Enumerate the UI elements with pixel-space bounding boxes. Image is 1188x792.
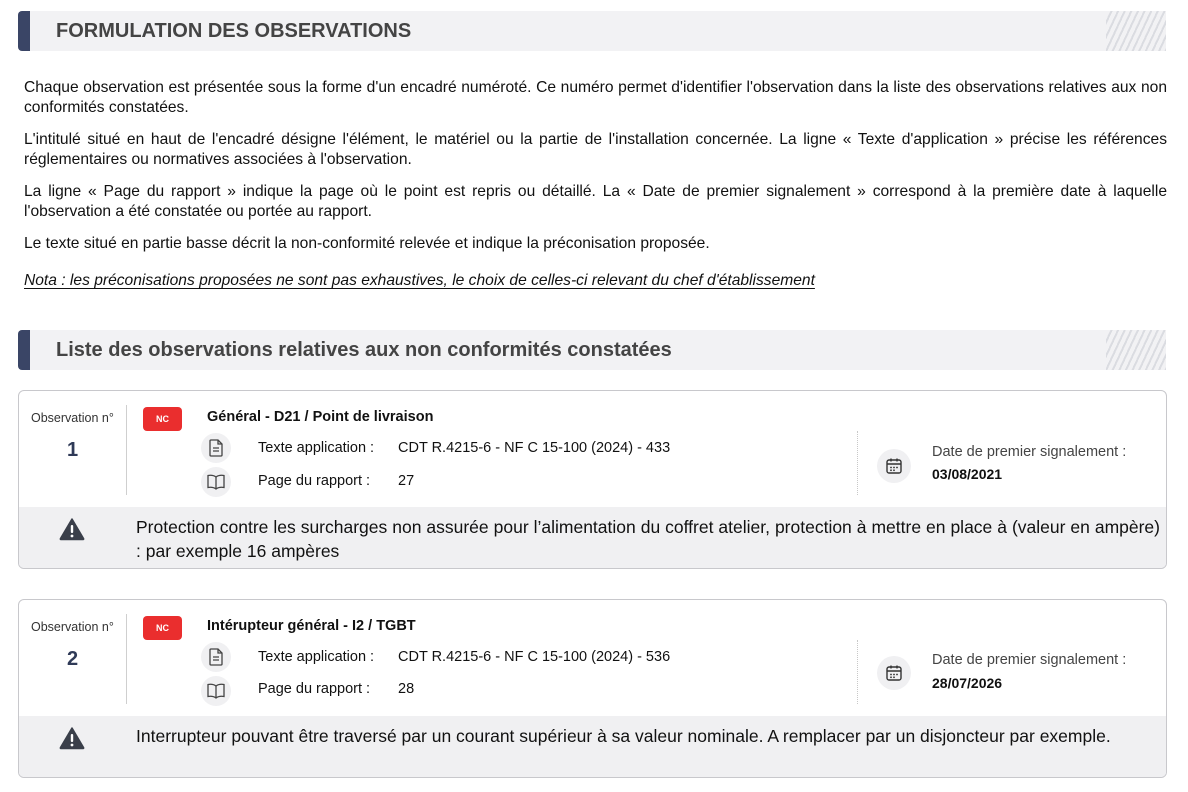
paragraph-3: La ligne « Page du rapport » indique la page où le point est repris ou détaillé. La « Date de premier signalement » correspond à la première date à laquelle l'observation a été constatée ou portée au rapport. [24, 183, 1167, 220]
section-title: Liste des observations relatives aux non conformités constatées [56, 339, 672, 361]
header-stripes [1106, 330, 1166, 370]
observation-number: 1 [66, 439, 79, 461]
texte-application-label: Texte application : [258, 440, 375, 456]
date-divider [857, 431, 858, 495]
warning-icon [59, 517, 85, 546]
calendar-icon [877, 656, 911, 690]
header-stripes [1106, 11, 1166, 51]
date-signalement-value: 03/08/2021 [932, 466, 1003, 482]
observation-number: 2 [66, 648, 79, 670]
calendar-icon [877, 449, 911, 483]
nc-badge: NC [143, 616, 182, 640]
warning-icon [59, 726, 85, 755]
date-signalement-label: Date de premier signalement : [932, 444, 1127, 460]
book-icon [201, 676, 231, 706]
section-header-liste [18, 330, 1166, 370]
nc-badge: NC [143, 407, 182, 431]
observation-title: Intérupteur général - I2 / TGBT [207, 618, 416, 634]
date-signalement-label: Date de premier signalement : [932, 652, 1127, 668]
texte-application-label: Texte application : [258, 649, 375, 665]
nota-text: Nota : les préconisations proposées ne sont pas exhaustives, le choix de celles-ci relevant du chef d'établissement [24, 272, 815, 289]
paragraph-1: Chaque observation est présentée sous la forme d'un encadré numéroté. Ce numéro permet d'identifier l'observation dans la liste des observations relatives aux non conformités constatées. [24, 79, 1167, 116]
observation-description: Protection contre les surcharges non assurée pour l’alimentation du coffret atelier, protection à mettre en place à (valeur en ampère) : par exemple 16 ampères [136, 517, 1160, 561]
paragraph-2: L'intitulé situé en haut de l'encadré désigne l'élément, le matériel ou la partie de l'installation concernée. La ligne « Texte d'application » précise les références réglementaires ou normatives associées à l'observation. [24, 131, 1167, 168]
texte-application-value: CDT R.4215-6 - NF C 15-100 (2024) - 433 [398, 440, 671, 456]
page-rapport-value: 28 [398, 681, 415, 697]
page-rapport-label: Page du rapport : [258, 681, 371, 697]
observation-title: Général - D21 / Point de livraison [207, 409, 434, 425]
observation-card [18, 599, 1167, 778]
document-icon [201, 642, 231, 672]
observation-label: Observation n° [31, 620, 114, 634]
page-rapport-label: Page du rapport : [258, 473, 371, 489]
vertical-divider [126, 614, 127, 704]
vertical-divider [126, 405, 127, 495]
book-icon [201, 467, 231, 497]
date-divider [857, 640, 858, 704]
section-header-formulation [18, 11, 1166, 51]
date-signalement-value: 28/07/2026 [932, 675, 1003, 691]
observation-card [18, 390, 1167, 569]
observation-description-area [19, 716, 1166, 778]
observation-description-area [19, 507, 1166, 569]
section-title: FORMULATION DES OBSERVATIONS [56, 20, 412, 42]
observation-description: Interrupteur pouvant être traversé par un courant supérieur à sa valeur nominale. A remplacer par un disjoncteur par exemple. [136, 726, 1111, 746]
page-rapport-value: 27 [398, 473, 415, 489]
document-icon [201, 433, 231, 463]
paragraph-4: Le texte situé en partie basse décrit la non-conformité relevée et indique la préconisation proposée. [24, 235, 710, 252]
texte-application-value: CDT R.4215-6 - NF C 15-100 (2024) - 536 [398, 649, 671, 665]
observation-label: Observation n° [31, 411, 114, 425]
